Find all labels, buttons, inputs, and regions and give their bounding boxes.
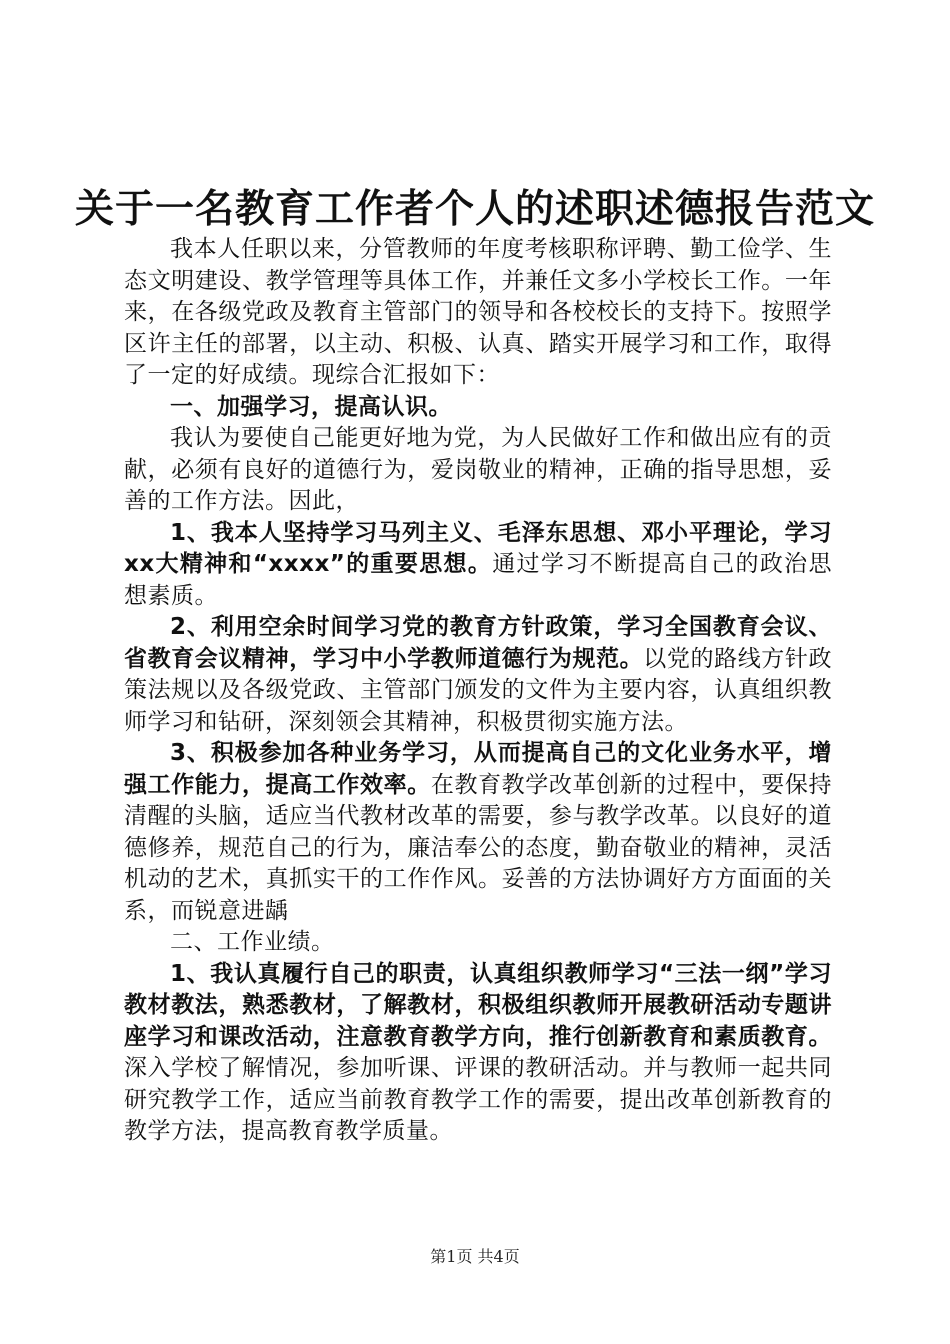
- list-item-text: 在教育教学改革创新的过程中，要保持清醒的头脑，适应当代教材改革的需要，参与教学改革。以良好的道德修养，规范自己的行为，廉洁奉公的态度，勤奋敬业的精神，灵活机动的艺术，真抓实干的工作作风。妥善的方法协调好方方面面的关系，而锐意进龋: [124, 771, 833, 924]
- list-item-text: 以党的路线方针政策法规以及各级党政、主管部门颁发的文件为主要内容，认真组织教师学习和钻研，深刻领会其精神，积极贯彻实施方法。: [124, 645, 833, 735]
- list-item-lead: 1、我认真履行自己的职责，认真组织教师学习“三法一纲”学习教材教法，熟悉教材，了解教材，积极组织教师开展教研活动专题讲座学习和课改活动，注意教育教学方向，推行创新教育和素质教育。: [124, 960, 832, 1050]
- document-title: 关于一名教育工作者个人的述职述德报告范文: [74, 187, 875, 232]
- paragraph-text: 我本人任职以来，分管教师的年度考核职称评聘、勤工俭学、生态文明建设、教学管理等具体工作，并兼任文多小学校长工作。一年来，在各级党政及教育主管部门的领导和各校校长的支持下。按照学区许主任的部署，以主动、积极、认真、踏实开展学习和工作，取得了一定的好成绩。现综合汇报如下：: [124, 236, 832, 388]
- list-item-lead: 1、我本人坚持学习马列主义、毛泽东思想、邓小平理论，学习xx大精神和“xxxx”的重要思想。: [124, 519, 832, 577]
- list-item-text: 通过学习不断提高自己的政治思想素质。: [124, 551, 833, 609]
- page-footer: 第1页 共4页: [430, 1247, 520, 1266]
- paragraph-1: [124, 423, 832, 518]
- list-item-lead: 3、积极参加各种业务学习，从而提高自己的文化业务水平，增强工作能力，提高工作效率。: [124, 740, 832, 798]
- list-item-4: [124, 959, 832, 1148]
- list-item-1: [124, 518, 832, 613]
- section-heading-2: [124, 927, 832, 959]
- section-heading-1: [124, 392, 832, 424]
- document-body: [124, 234, 832, 1148]
- paragraph-text: 我认为要使自己能更好地为党，为人民做好工作和做出应有的贡献，必须有良好的道德行为，爱岗敬业的精神，正确的指导思想，妥善的工作方法。因此，: [124, 425, 832, 514]
- list-item-lead: 2、利用空余时间学习党的教育方针政策，学习全国教育会议、省教育会议精神，学习中小学教师道德行为规范。: [124, 614, 832, 672]
- list-item-3: [124, 738, 832, 927]
- section-heading-text: 二、工作业绩。: [170, 929, 335, 955]
- section-heading-text: 一、加强学习，提高认识。: [170, 393, 452, 420]
- list-item-text: 深入学校了解情况，参加听课、评课的教研活动。并与教师一起共同研究教学工作，适应当前教育教学工作的需要，提出改革创新教育的教学方法，提高教育教学质量。: [124, 1055, 832, 1144]
- list-item-2: [124, 612, 832, 738]
- paragraph-intro: [124, 234, 832, 392]
